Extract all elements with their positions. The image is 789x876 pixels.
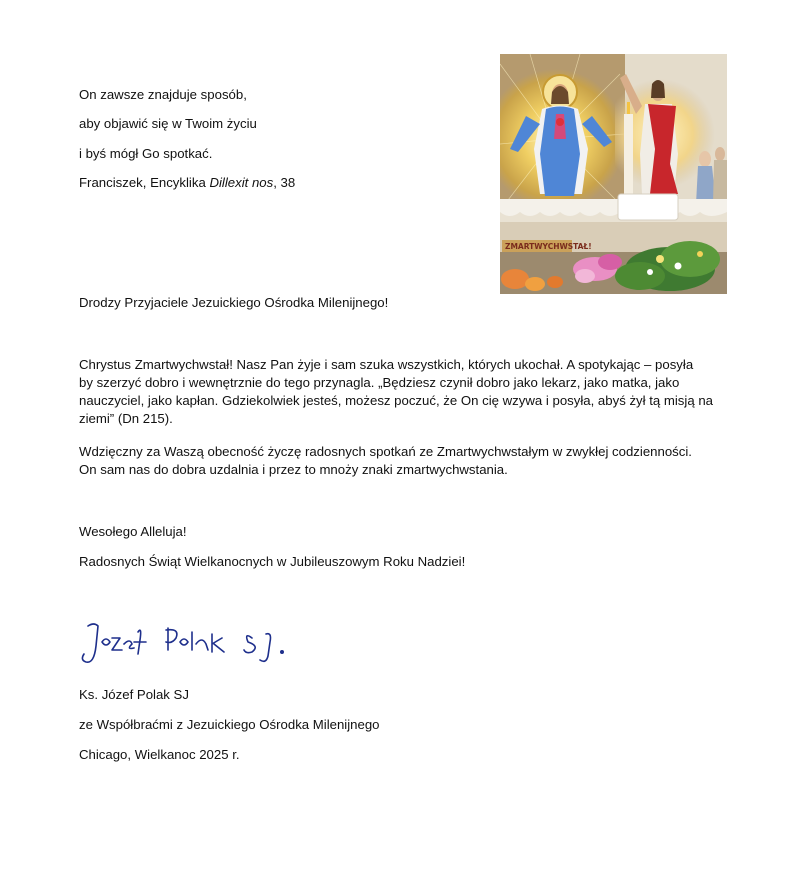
altar-photo xyxy=(500,54,727,294)
wishes-line-1: Wesołego Alleluja! xyxy=(79,524,187,539)
handwritten-signature xyxy=(76,612,306,674)
quote-line-2: aby objawić się w Twoim życiu xyxy=(79,116,257,131)
paragraph-2-line-2: On sam nas do dobra uzdalnia i przez to mnoży znaki zmartwychwstania. xyxy=(79,462,508,477)
quote-source-title: Dillexit nos xyxy=(209,175,274,190)
quote-source xyxy=(79,174,295,192)
salutation: Drodzy Przyjaciele Jezuickiego Ośrodka Milenijnego! xyxy=(79,295,389,310)
paragraph-2 xyxy=(79,443,709,479)
closing-name: Ks. Józef Polak SJ xyxy=(79,687,189,702)
paragraph-1 xyxy=(79,356,713,428)
quote-source-prefix: Franciszek, Encyklika xyxy=(79,175,210,190)
paragraph-1-line-1: Chrystus Zmartwychwstał! Nasz Pan żyje i sam szuka wszystkich, których ukochał. A spotykając – posyła xyxy=(79,357,694,372)
quote-line-3: i byś mógł Go spotkać. xyxy=(79,146,213,161)
paragraph-1-line-2: by szerzyć dobro i wewnętrznie do tego przynagla. „Będziesz czynił dobro jako lekarz, jako matka, jako xyxy=(79,375,680,390)
closing-place-date: Chicago, Wielkanoc 2025 r. xyxy=(79,747,240,762)
paragraph-1-line-4: ziemi” (Dn 215). xyxy=(79,411,173,426)
closing-with: ze Współbraćmi z Jezuickiego Ośrodka Milenijnego xyxy=(79,717,380,732)
altar-banner-text: ZMARTWYCHWSTAŁ! xyxy=(505,242,592,251)
paragraph-1-line-3: nauczyciel, jako kapłan. Gdziekolwiek jesteś, możesz poczuć, że On cię wzywa i posyła, abyś żył tą misją na xyxy=(79,393,713,408)
wishes-line-2: Radosnych Świąt Wielkanocnych w Jubileuszowym Roku Nadziei! xyxy=(79,554,466,569)
paragraph-2-line-1: Wdzięczny za Waszą obecność życzę radosnych spotkań ze Zmartwychwstałym w zwykłej codzienności. xyxy=(79,444,692,459)
quote-source-suffix: , 38 xyxy=(273,175,296,190)
quote-line-1: On zawsze znajduje sposób, xyxy=(79,87,247,102)
